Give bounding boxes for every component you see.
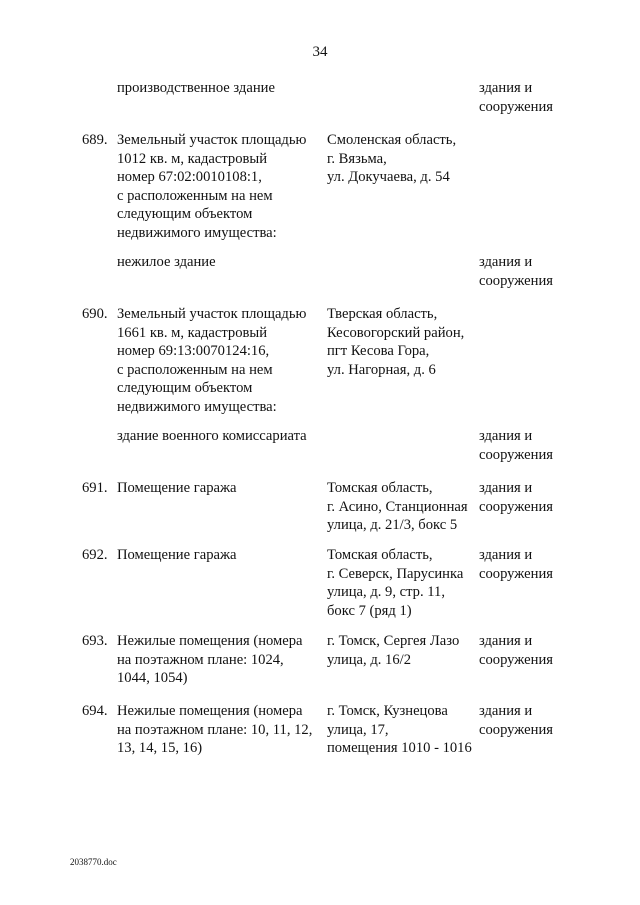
sub-object-text: здание военного комиссариата	[117, 428, 307, 444]
document-footer: 2038770.doc	[70, 857, 117, 867]
entry-description: Нежилые помещения (номера на поэтажном плане: 10, 11, 12, 13, 14, 15, 16)	[117, 703, 313, 757]
entry-address: Томская область, г. Северск, Парусинка улица, д. 9, стр. 11, бокс 7 (ряд 1)	[327, 547, 464, 619]
sub-object-text: нежилое здание	[117, 254, 216, 270]
category-text: здания и сооружения	[479, 428, 553, 463]
entry-address: Томская область, г. Асино, Станционная улица, д. 21/3, бокс 5	[327, 480, 468, 534]
entry-number: 692.	[82, 547, 108, 563]
page-number: 34	[312, 44, 328, 60]
category-text: здания и сооружения	[479, 480, 553, 515]
entry-description: Нежилые помещения (номера на поэтажном плане: 1024, 1044, 1054)	[117, 633, 303, 687]
entry-description: Земельный участок площадью 1012 кв. м, кадастровый номер 67:02:0010108:1, с расположенным на нем следующим объектом недвижимого имущества:	[117, 132, 307, 241]
entry-description: Помещение гаража	[117, 547, 237, 563]
category-text: здания и сооружения	[479, 80, 553, 115]
entry-number: 689.	[82, 132, 108, 148]
entry-number: 691.	[82, 480, 108, 496]
entry-address: Тверская область, Кесовогорский район, пгт Кесова Гора, ул. Нагорная, д. 6	[327, 306, 465, 378]
category-text: здания и сооружения	[479, 703, 553, 738]
sub-object-text: производственное здание	[117, 80, 275, 96]
entry-number: 690.	[82, 306, 108, 322]
entry-description: Помещение гаража	[117, 480, 237, 496]
category-text: здания и сооружения	[479, 254, 553, 289]
category-text: здания и сооружения	[479, 633, 553, 668]
entry-number: 694.	[82, 703, 108, 719]
entry-address: г. Томск, Сергея Лазо улица, д. 16/2	[327, 633, 460, 668]
entry-description: Земельный участок площадью 1661 кв. м, кадастровый номер 69:13:0070124:16, с расположенным на нем следующим объектом недвижимого имущества:	[117, 306, 307, 415]
entry-address: Смоленская область, г. Вязьма, ул. Докучаева, д. 54	[327, 132, 457, 186]
entry-address: г. Томск, Кузнецова улица, 17, помещения 1010 - 1016	[327, 703, 472, 757]
category-text: здания и сооружения	[479, 547, 553, 582]
entry-number: 693.	[82, 633, 108, 649]
